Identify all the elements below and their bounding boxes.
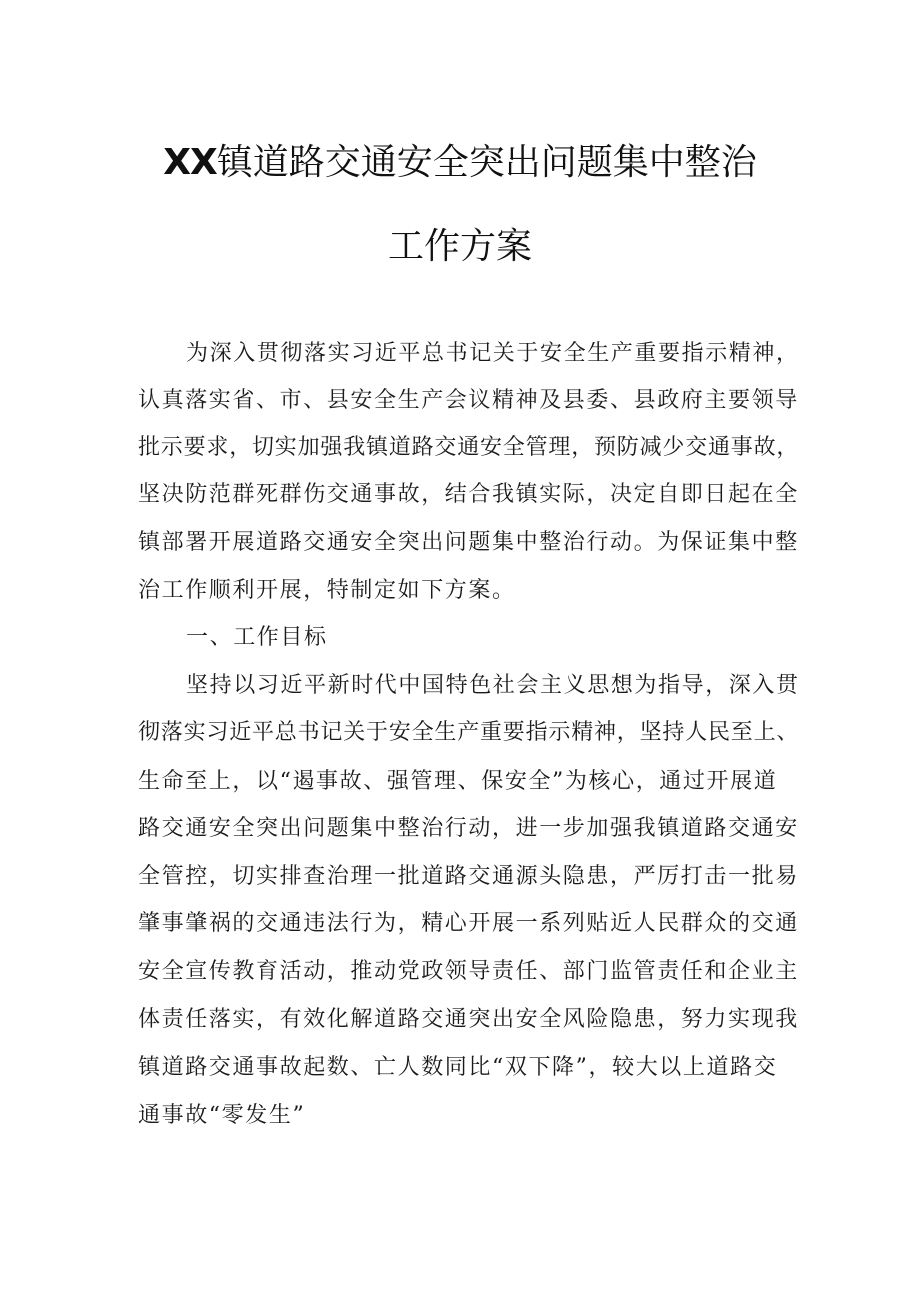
body-line: 体责任落实，有效化解道路交通突出安全风险隐患，努力实现我 (138, 1007, 799, 1032)
body-line: 路交通安全突出问题集中整治行动，进一步加强我镇道路交通安 (138, 816, 799, 841)
document-title-line-2: 工作方案 (387, 226, 532, 267)
body-line: 治工作顺利开展，特制定如下方案。 (138, 578, 516, 603)
body-line: 全管控，切实排查治理一批道路交通源头隐患，严厉打击一批易 (138, 864, 799, 889)
body-line: 批示要求，切实加强我镇道路交通安全管理，预防减少交通事故， (138, 435, 800, 460)
title-prefix: XX (163, 142, 217, 183)
section-heading: 一、工作目标 (186, 625, 328, 650)
body-line: 为深入贯彻落实习近平总书记关于安全生产重要指示精神， (186, 341, 800, 366)
document-body (138, 0, 798, 1301)
body-line: 认真落实省、市、县安全生产会议精神及县委、县政府主要领导 (138, 388, 799, 413)
body-line: 坚持以习近平新时代中国特色社会主义思想为指导，深入贯 (186, 673, 800, 698)
body-line: 镇道路交通事故起数、亡人数同比“双下降”，较大以上道路交 (138, 1055, 778, 1080)
body-line: 彻落实习近平总书记关于安全生产重要指示精神，坚持人民至上、 (138, 720, 800, 745)
body-line: 坚决防范群死群伤交通事故，结合我镇实际，决定自即日起在全 (138, 482, 799, 507)
body-line: 肇事肇祸的交通违法行为，精心开展一系列贴近人民群众的交通 (138, 911, 799, 936)
body-line: 镇部署开展道路交通安全突出问题集中整治行动。为保证集中整 (138, 530, 799, 555)
title-line-1-text: 镇道路交通安全突出问题集中整治 (216, 142, 757, 183)
body-line: 通事故“零发生” (138, 1103, 306, 1128)
body-line: 生命至上，以“遏事故、强管理、保安全”为核心，通过开展道 (138, 769, 778, 794)
body-line: 安全宣传教育活动，推动党政领导责任、部门监管责任和企业主 (138, 959, 799, 984)
